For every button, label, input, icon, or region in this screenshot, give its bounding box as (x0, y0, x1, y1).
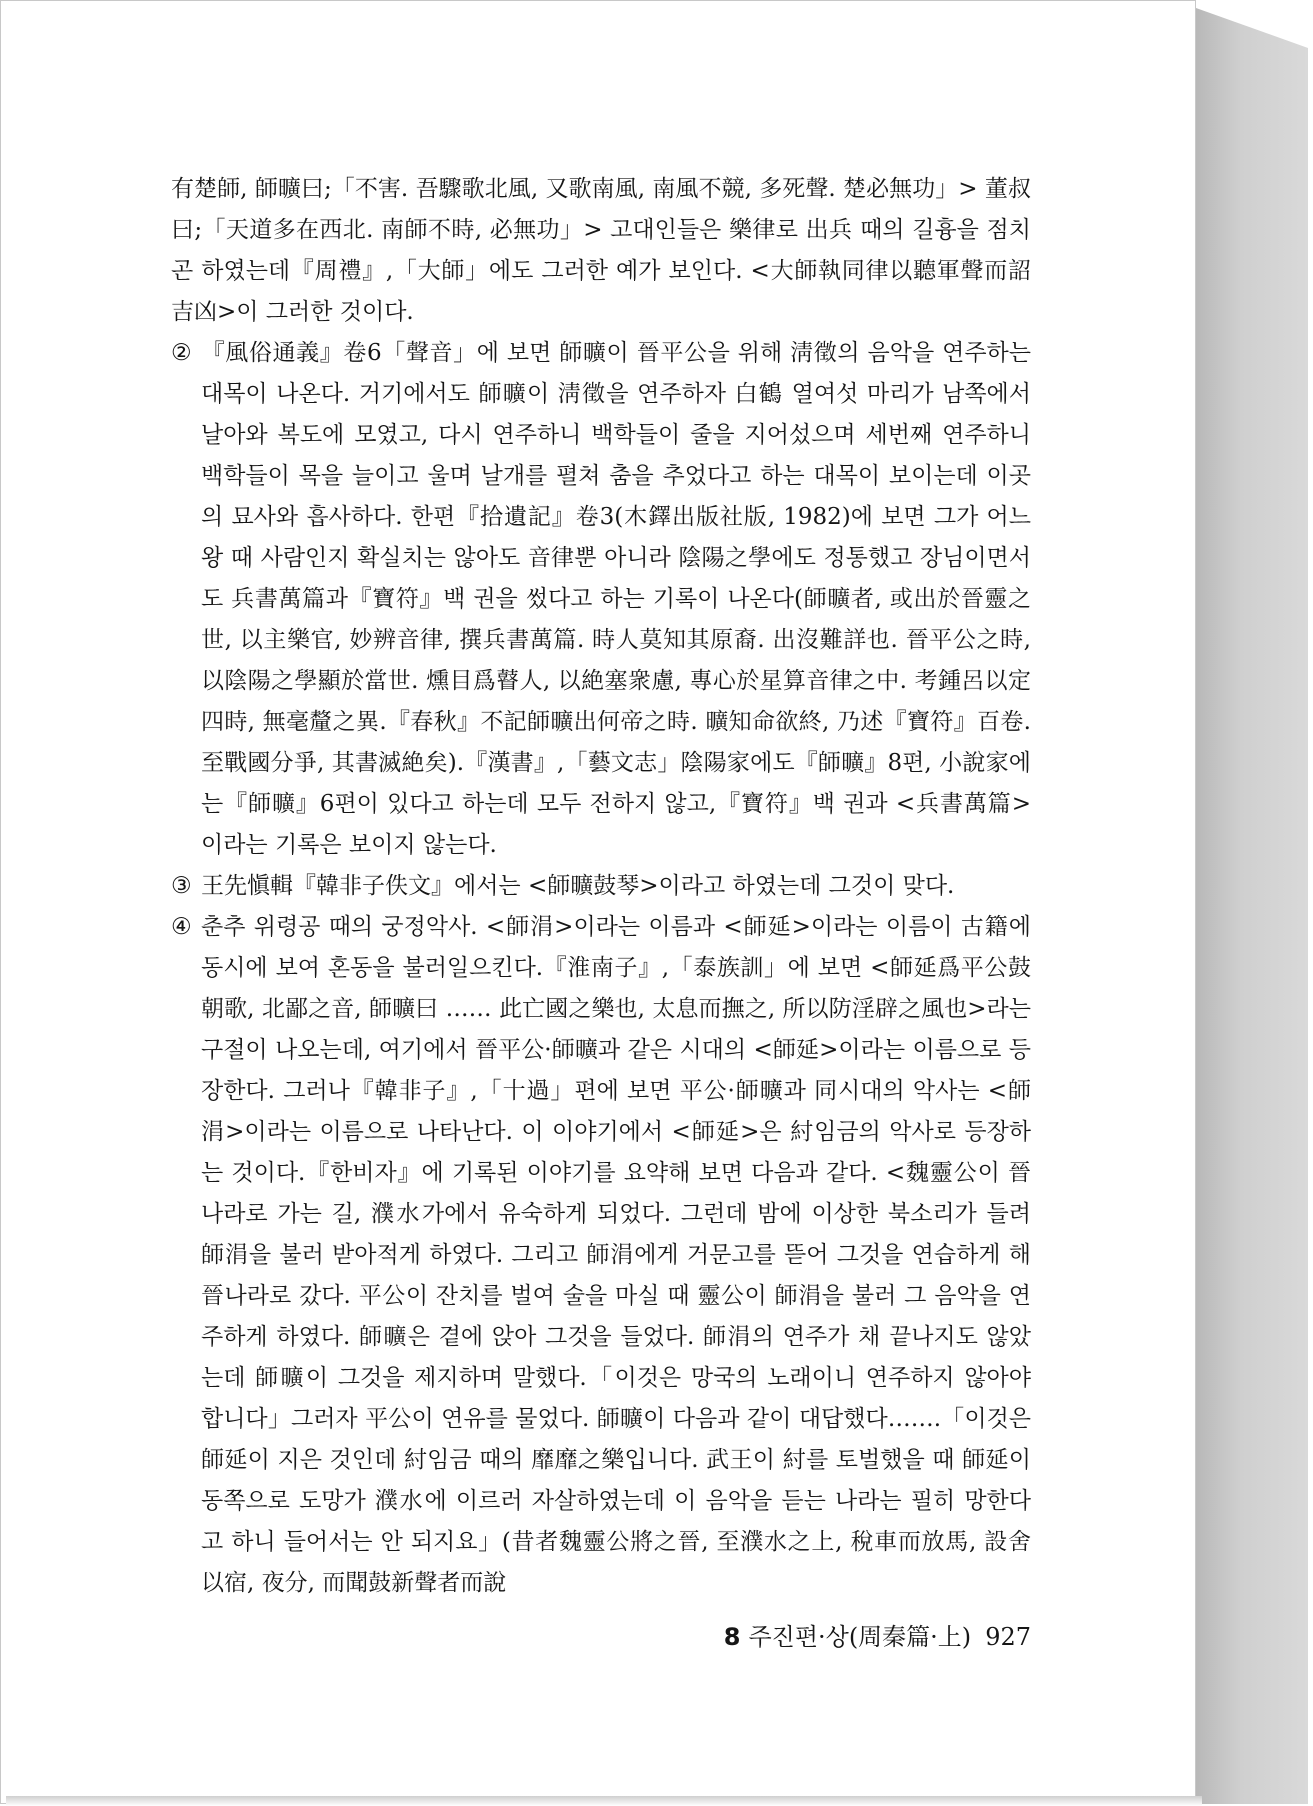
note-4 (171, 907, 1031, 1604)
note-number: ③ (171, 873, 192, 899)
chapter-title: 주진편·상(周秦篇·上) (748, 1623, 972, 1651)
body-text (171, 169, 1031, 1604)
paragraph-text: 有楚師, 師曠曰;「不害. 吾驟歌北風, 又歌南風, 南風不競, 多死聲. 楚必無功」> 董叔曰;「天道多在西北. 南師不時, 必無功」> 고대인들은 樂律로 出兵 때의 길흉을 점치곤 하였는데『周禮』,「大師」에도 그러한 예가 보인다. <大師執同律以聽軍聲而詔吉凶>이 그러한 것이다. (171, 176, 1031, 325)
page-footer (601, 1617, 1031, 1652)
note-text: 춘추 위령공 때의 궁정악사. <師涓>이라는 이름과 <師延>이라는 이름이 古籍에 동시에 보여 혼동을 불러일으킨다.『淮南子』,「泰族訓」에 보면 <師延爲平公鼓朝歌, 北鄙之音, 師曠曰 …… 此亡國之樂也, 太息而撫之, 所以防淫辟之風也>라는 구절이 나오는데, 여기에서 晉平公·師曠과 같은 시대의 <師延>이라는 이름으로 등장한다. 그러나『韓非子』,「十過」편에 보면 平公·師曠과 同시대의 악사는 <師涓>이라는 이름으로 나타난다. 이 이야기에서 <師延>은 紂임금의 악사로 등장하는 것이다.『한비자』에 기록된 이야기를 요약해 보면 다음과 같다. <魏靈公이 晉나라로 가는 길, 濮水가에서 유숙하게 되었다. 그런데 밤에 이상한 북소리가 들려 師涓을 불러 받아적게 하였다. 그리고 師涓에게 거문고를 뜯어 그것을 연습하게 해 晉나라로 갔다. 平公이 잔치를 벌여 술을 마실 때 靈公이 師涓을 불러 그 음악을 연주하게 하였다. 師曠은 곁에 앉아 그것을 들었다. 師涓의 연주가 채 끝나지도 않았는데 師曠이 그것을 제지하며 말했다.「이것은 망국의 노래이니 연주하지 않아야 합니다」그러자 平公이 연유를 물었다. 師曠이 다음과 같이 대답했다…….「이것은 師延이 지은 것인데 紂임금 때의 靡靡之樂입니다. 武王이 紂를 토벌했을 때 師延이 동쪽으로 도망가 濮水에 이르러 자살하였는데 이 음악을 듣는 나라는 필히 망한다고 하니 들어서는 안 되지요」(昔者魏靈公將之晉, 至濮水之上, 稅車而放馬, 設舍以宿, 夜分, 而聞鼓新聲者而說 (201, 914, 1031, 1596)
note-text: 王先愼輯『韓非子佚文』에서는 <師曠鼓琴>이라고 하였는데 그것이 맞다. (201, 873, 955, 899)
page-shadow (6, 1796, 1202, 1806)
note-3 (171, 866, 1031, 907)
page-number: 927 (985, 1623, 1031, 1651)
note-number: ② (171, 340, 192, 366)
page-stack-edge (1196, 8, 1308, 1804)
paragraph-continuation (171, 169, 1031, 333)
note-number: ④ (171, 914, 192, 940)
chapter-number: 8 (723, 1623, 741, 1651)
note-2 (171, 333, 1031, 866)
note-text: 『風俗通義』卷6「聲音」에 보면 師曠이 晉平公을 위해 淸徵의 음악을 연주하는 대목이 나온다. 거기에서도 師曠이 淸徵을 연주하자 白鶴 열여섯 마리가 남쪽에서 날아와 복도에 모였고, 다시 연주하니 백학들이 줄을 지어섰으며 세번째 연주하니 백학들이 목을 늘이고 울며 날개를 펼쳐 춤을 추었다고 하는 대목이 보이는데 이곳의 묘사와 흡사하다. 한편『拾遺記』卷3(木鐸出版社版, 1982)에 보면 그가 어느 왕 때 사람인지 확실치는 않아도 音律뿐 아니라 陰陽之學에도 정통했고 장님이면서도 兵書萬篇과『寶符』백 권을 썼다고 하는 기록이 나온다(師曠者, 或出於晉靈之世, 以主樂官, 妙辨音律, 撰兵書萬篇. 時人莫知其原裔. 出沒難詳也. 晉平公之時, 以陰陽之學顯於當世. 燻目爲瞽人, 以絶塞衆慮, 專心於星算音律之中. 考鍾呂以定四時, 無毫釐之異.『春秋』不記師曠出何帝之時. 曠知命欲終, 乃述『寶符』百卷. 至戰國分爭, 其書滅絶矣).『漢書』,「藝文志」陰陽家에도『師曠』8편, 小說家에는『師曠』6편이 있다고 하는데 모두 전하지 않고,『寶符』백 권과 <兵書萬篇>이라는 기록은 보이지 않는다. (201, 340, 1031, 858)
